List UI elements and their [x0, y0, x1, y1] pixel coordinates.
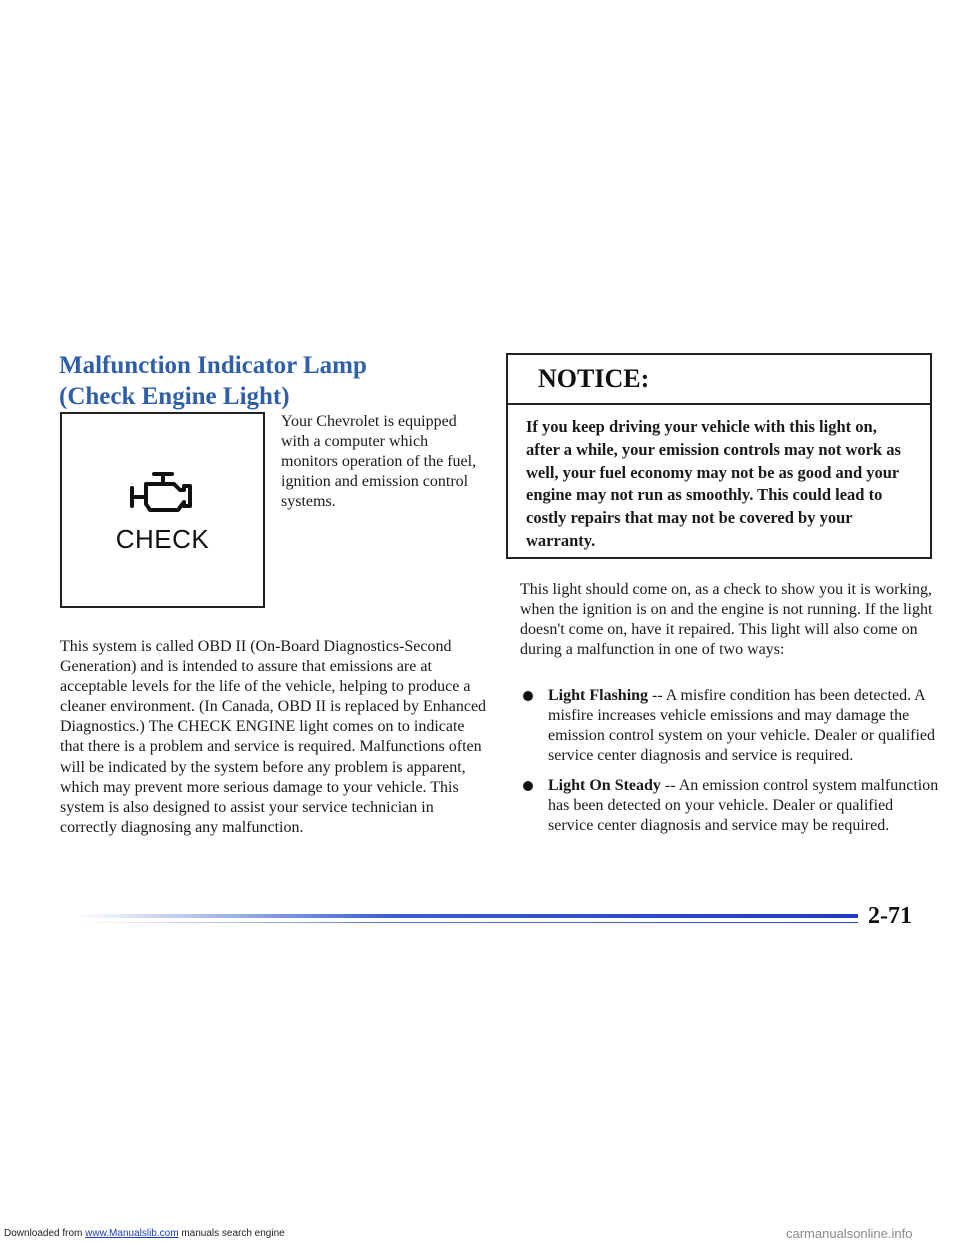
notice-box — [506, 353, 932, 559]
section-title-line-1: Malfunction Indicator Lamp — [59, 352, 367, 379]
bullet-description: -- A misfire condition has been detected. A misfire increases vehicle emissions and may damage the emission control system on your vehicle. Dealer or qualified service center diagnosis and service is required. — [548, 687, 936, 764]
footer-prefix: Downloaded from — [4, 1228, 83, 1239]
malfunction-modes-list — [520, 686, 940, 846]
bullet-description: -- An emission control system malfunction has been detected on your vehicle. Dealer or qualified service center diagnosis and service may be required. — [548, 777, 939, 834]
section-title-line-2: (Check Engine Light) — [59, 383, 290, 410]
footer-rule-thin — [78, 922, 858, 923]
page-number: 2-71 — [868, 903, 912, 929]
bullet-term: Light On Steady — [548, 777, 661, 794]
bullet-term: Light Flashing — [548, 687, 649, 704]
section-title — [59, 350, 479, 412]
obd-description-paragraph: This system is called OBD II (On-Board Diagnostics-Second Generation) and is intended to assure that emissions are at acceptable levels for the life of the vehicle, helping to produce a cleaner environment. (In Canada, OBD II is replaced by Enhanced Diagnostics.) The CHECK ENGINE light comes on to indicate that there is a problem and service is required. Malfunctions often will be indicated by the system before any problem is apparent, which may prevent more serious damage to your vehicle. This system is also designed to assist your service technician in correctly diagnosing any malfunction. — [60, 638, 487, 836]
check-label: CHECK — [115, 524, 210, 554]
footer-rule — [78, 914, 858, 918]
manualslib-link[interactable]: www.Manualslib.com — [85, 1228, 179, 1239]
bullet-icon — [523, 691, 533, 701]
light-check-paragraph: This light should come on, as a check to show you it is working, when the ignition is on and the engine is not running. If the light doesn't come on, have it repaired. This light will also come on during a malfunction in one of two ways: — [520, 581, 933, 658]
download-footer — [4, 1228, 285, 1239]
watermark: carmanualsonline.info — [786, 1226, 913, 1241]
bullet-icon — [523, 781, 533, 791]
notice-text: If you keep driving your vehicle with this light on, after a while, your emission controls may not work as well, your fuel economy may not be as good and your engine may not run as smoothly. This could lead to costly repairs that may not be covered by your warranty. — [526, 417, 901, 550]
footer-suffix: manuals search engine — [181, 1228, 285, 1239]
check-engine-indicator — [60, 412, 265, 608]
intro-paragraph: Your Chevrolet is equipped with a computer which monitors operation of the fuel, ignition and emission control systems. — [281, 413, 477, 510]
list-item — [520, 686, 940, 766]
list-item — [520, 776, 940, 836]
notice-heading: NOTICE: — [508, 355, 930, 405]
engine-icon — [124, 468, 202, 518]
